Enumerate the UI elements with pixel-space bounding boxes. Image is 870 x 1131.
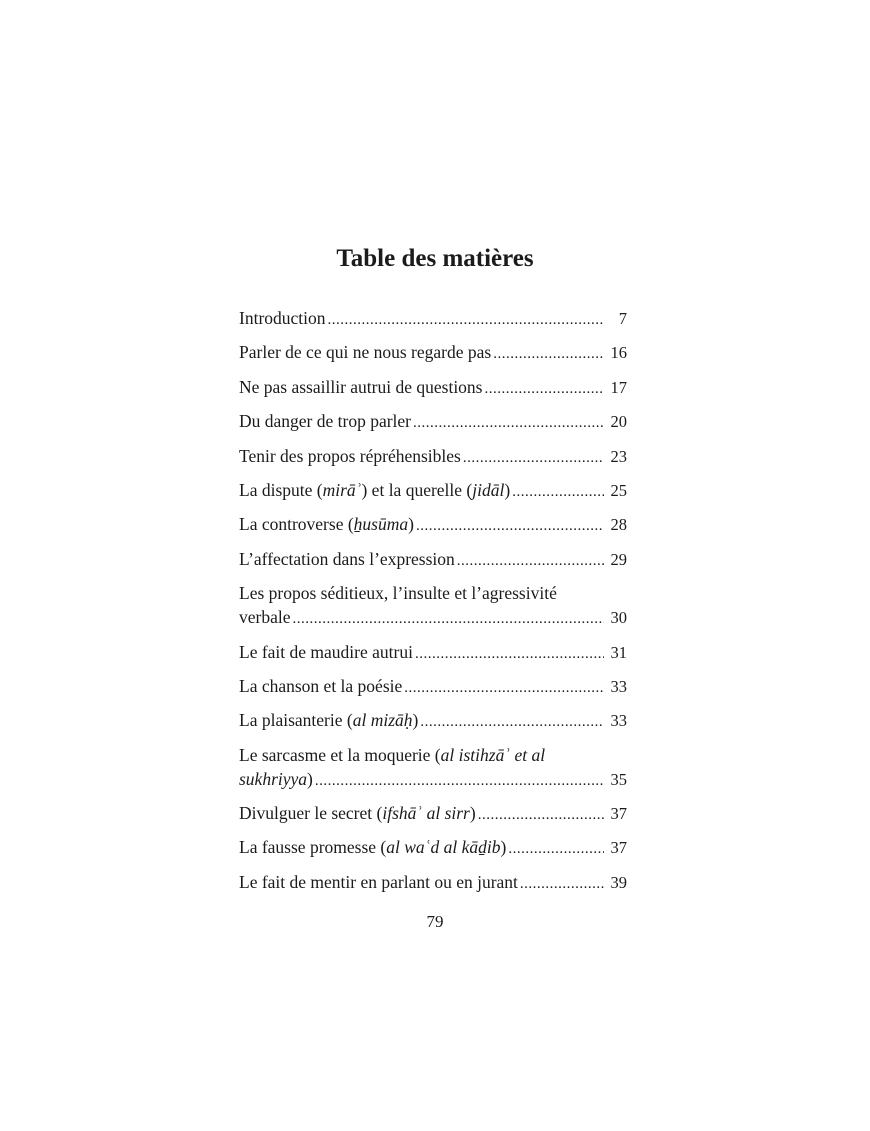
entry-line [239, 409, 627, 435]
dot-leader [512, 480, 604, 504]
toc-entry[interactable] [239, 708, 627, 734]
entry-title [239, 478, 510, 502]
entry-page-number: 37 [610, 804, 627, 824]
entry-line [239, 640, 627, 666]
dot-leader [415, 642, 604, 666]
dot-leader [416, 514, 604, 538]
entry-page-number: 20 [610, 412, 627, 432]
entry-line [239, 375, 627, 401]
entry-title-text: ) et la querelle ( [361, 479, 473, 500]
toc-entry[interactable] [239, 547, 627, 573]
entry-line [239, 478, 627, 504]
entry-title-italic: ẖusūma [353, 514, 409, 535]
entry-title-italic: mirāʾ [322, 479, 362, 500]
entry-title [239, 605, 291, 629]
entry-line [239, 512, 627, 538]
entry-title-text: La plaisanterie ( [239, 710, 353, 731]
entry-line [239, 835, 627, 861]
entry-title-italic: al istihzāʾ et al [440, 744, 546, 765]
toc-entry[interactable] [239, 674, 627, 700]
dot-leader [508, 837, 604, 861]
entry-page-number: 33 [610, 711, 627, 731]
entry-title [239, 306, 326, 330]
toc-entry[interactable] [239, 409, 627, 435]
entry-page-number: 35 [610, 769, 627, 789]
entry-title-text: Le fait de mentir en parlant ou en jurant [239, 871, 518, 892]
entry-title [239, 870, 518, 894]
entry-title-text: Les propos séditieux, l’insulte et l’agressivité [239, 583, 557, 604]
entry-title-text: ) [500, 837, 507, 858]
entry-title-text: Parler de ce qui ne nous regarde pas [239, 342, 492, 363]
entry-title-italic: al waʿd al kāḏib [386, 837, 501, 858]
entry-title [239, 674, 402, 698]
entry-title-text: La fausse promesse ( [239, 837, 387, 858]
entry-title-italic: al mizāḥ [352, 710, 413, 731]
entry-line [239, 708, 627, 734]
entry-page-number: 37 [610, 838, 627, 858]
entry-title-text: ) [307, 768, 313, 789]
entry-line [239, 306, 627, 332]
toc-entry[interactable] [239, 478, 627, 504]
dot-leader [293, 607, 605, 631]
entry-title-text: Du danger de trop parler [239, 411, 412, 432]
entry-page-number: 25 [610, 480, 627, 500]
toc-entry[interactable] [239, 340, 627, 366]
table-of-contents [239, 306, 627, 904]
entry-title [239, 801, 476, 825]
entry-line [239, 801, 627, 827]
toc-entry[interactable] [239, 512, 627, 538]
dot-leader [404, 676, 604, 700]
entry-page-number: 7 [618, 309, 627, 328]
entry-title [239, 512, 414, 536]
entry-title-text: La dispute ( [239, 479, 323, 500]
entry-line [239, 605, 627, 631]
dot-leader [413, 411, 604, 435]
entry-title-first-line [239, 743, 627, 767]
entry-page-number: 28 [610, 515, 627, 535]
entry-line [239, 444, 627, 470]
entry-title [239, 375, 483, 399]
dot-leader [420, 710, 604, 734]
entry-line [239, 870, 627, 896]
entry-title-text: La chanson et la poésie [239, 675, 403, 696]
entry-page-number: 23 [610, 446, 627, 466]
entry-line [239, 547, 627, 573]
entry-page-number: 31 [610, 642, 627, 662]
dot-leader [485, 377, 605, 401]
entry-title-text: Le sarcasme et la moquerie ( [239, 744, 441, 765]
entry-title [239, 767, 313, 791]
dot-leader [457, 549, 604, 573]
dot-leader [493, 342, 604, 366]
entry-title [239, 640, 413, 664]
entry-page-number: 39 [610, 872, 627, 892]
entry-title [239, 835, 506, 859]
entry-page-number: 17 [610, 377, 627, 397]
entry-page-number: 29 [610, 549, 627, 569]
entry-title-text: verbale [239, 607, 291, 628]
entry-title-italic: sukhriyya [239, 768, 308, 789]
entry-title [239, 409, 411, 433]
entry-title-text: Ne pas assaillir autrui de questions [239, 376, 483, 397]
entry-title [239, 708, 418, 732]
entry-title-text: Tenir des propos répréhensibles [239, 445, 461, 466]
page-title: Table des matières [336, 245, 534, 272]
entry-title-italic: jidāl [472, 479, 505, 500]
toc-entry[interactable] [239, 375, 627, 401]
page-number: 79 [426, 912, 444, 931]
entry-title-text: ) [504, 479, 511, 500]
entry-title-text: ) [412, 710, 419, 731]
dot-leader [478, 803, 604, 827]
entry-title-text: ) [469, 803, 476, 824]
entry-page-number: 30 [610, 608, 627, 628]
toc-entry[interactable] [239, 444, 627, 470]
entry-title-text: Divulguer le secret ( [239, 803, 383, 824]
entry-title-first-line [239, 581, 627, 605]
dot-leader [520, 872, 604, 896]
entry-title [239, 340, 491, 364]
entry-title-italic: ifshāʾ al sirr [382, 803, 470, 824]
toc-entry[interactable] [239, 581, 627, 631]
toc-entry[interactable] [239, 835, 627, 861]
toc-entry[interactable] [239, 640, 627, 666]
toc-entry[interactable] [239, 870, 627, 896]
dot-leader [315, 769, 604, 793]
entry-title-text: La controverse ( [239, 514, 354, 535]
entry-title [239, 547, 455, 571]
entry-title [239, 444, 461, 468]
entry-title-text: ) [408, 514, 414, 535]
entry-title-text: L’affectation dans l’expression [239, 548, 455, 569]
entry-title-text: Introduction [239, 308, 326, 328]
entry-line [239, 674, 627, 700]
toc-entry[interactable] [239, 743, 627, 793]
dot-leader [328, 308, 604, 332]
toc-entry[interactable] [239, 306, 627, 332]
entry-line [239, 340, 627, 366]
entry-line [239, 767, 627, 793]
entry-page-number: 16 [610, 343, 627, 363]
entry-page-number: 33 [610, 676, 627, 696]
entry-title-text: Le fait de maudire autrui [239, 641, 413, 662]
toc-entry[interactable] [239, 801, 627, 827]
dot-leader [463, 446, 604, 470]
